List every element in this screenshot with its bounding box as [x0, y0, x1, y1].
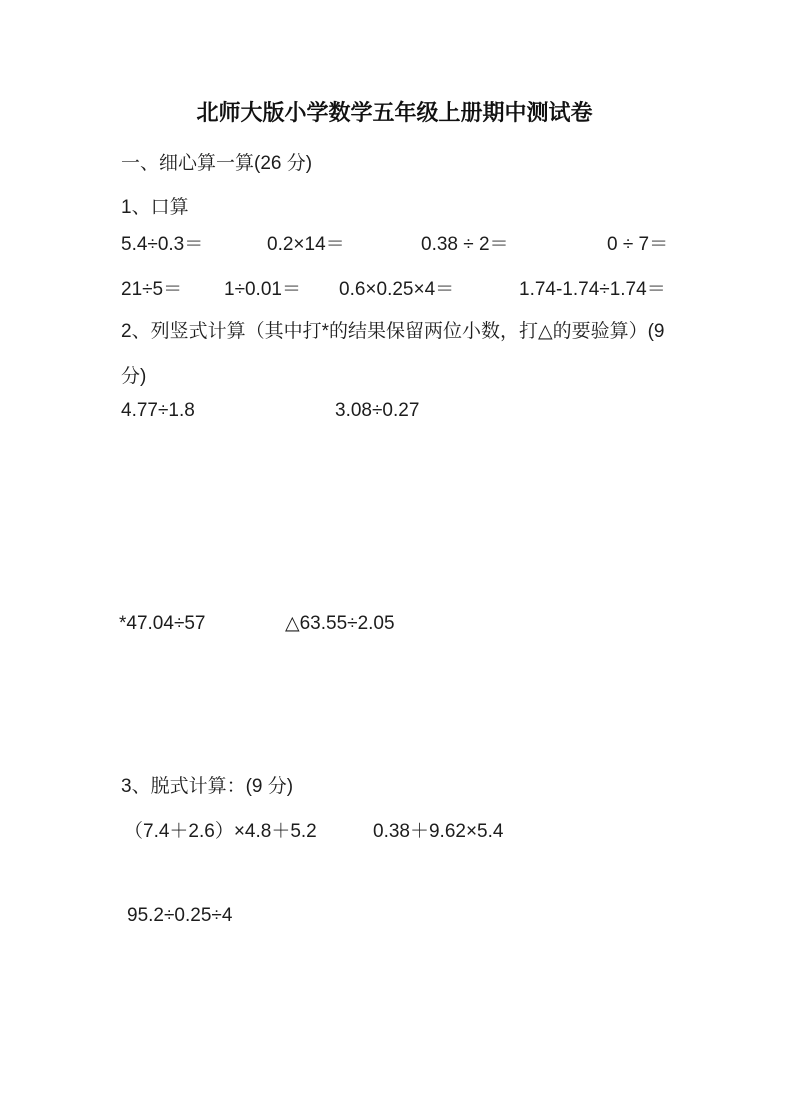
question-3-label: 3、脱式计算：(9 分)	[121, 776, 294, 797]
oral-calc-expression: 0.38 ÷ 2＝	[421, 234, 509, 255]
oral-calc-expression: 1.74-1.74÷1.74＝	[519, 279, 666, 300]
stepwise-calc-expression: 95.2÷0.25÷4	[127, 905, 233, 926]
section-1-heading: 一、细心算一算(26 分)	[121, 153, 313, 174]
vertical-calc-expression: △63.55÷2.05	[285, 613, 395, 634]
vertical-calc-expression: 4.77÷1.8	[121, 400, 195, 421]
stepwise-calc-expression: （7.4＋2.6）×4.8＋5.2	[124, 821, 317, 842]
question-2-label-line1: 2、列竖式计算（其中打*的结果保留两位小数，打△的要验算）(9	[121, 321, 665, 342]
oral-calc-expression: 0 ÷ 7＝	[607, 234, 669, 255]
vertical-calc-expression: 3.08÷0.27	[335, 400, 420, 421]
oral-calc-expression: 0.2×14＝	[267, 234, 345, 255]
vertical-calc-expression: *47.04÷57	[119, 613, 206, 634]
question-1-label: 1、口算	[121, 197, 189, 218]
oral-calc-expression: 0.6×0.25×4＝	[339, 279, 455, 300]
page-title: 北师大版小学数学五年级上册期中测试卷	[196, 100, 593, 125]
oral-calc-expression: 21÷5＝	[121, 279, 183, 300]
question-2-label-line2: 分)	[121, 366, 147, 387]
stepwise-calc-expression: 0.38＋9.62×5.4	[373, 821, 504, 842]
oral-calc-expression: 1÷0.01＝	[224, 279, 301, 300]
oral-calc-expression: 5.4÷0.3＝	[121, 234, 204, 255]
